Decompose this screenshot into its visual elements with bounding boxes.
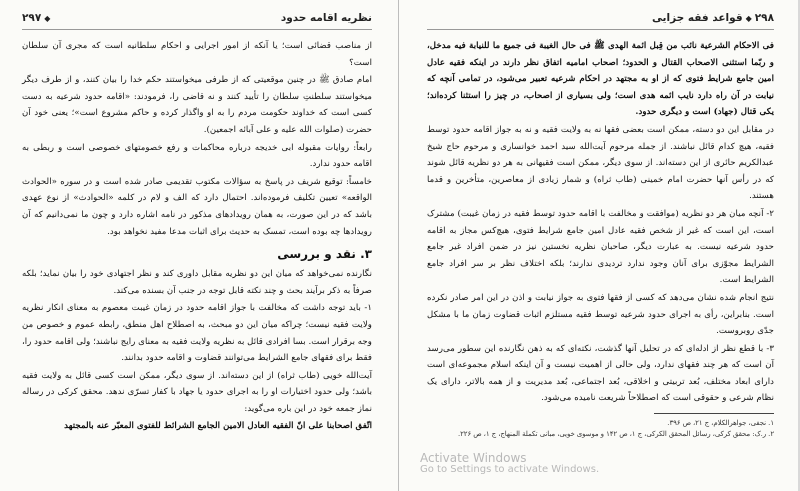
left-paragraph: امام صادق ﷺ در چنین موقعیتی که از طرفی میخواستند حکم خدا را بیان کنند، و از طرف دیگر میخواستند سلطنتِ سلطان را تأیید کنند و نه قاضی را، فرمودند: «اقامه حدود شرعیه به دست کسی است که خداوند حکومت مردم را به او واگذار کرده و حاکم مشروع است»؛ یعنی خود آن حضرت (صلوات الله علیه و علی آبائه اجمعین). [22,75,372,135]
right-paragraph: نتیج انجام شده نشان می‌دهد که کسی از فقها فتوی به جواز نیابت و اذن در این امر صادر نکرده است. بنابراین، رأی به اجرای حدود شرعیه توسط فقیه مستلزم اثبات قضاوت زمان ما با مشکل جدّی روبروست. [427,292,774,337]
section-heading: ۳. نقد و بررسی [277,247,372,262]
watermark-title: Activate Windows [420,451,527,465]
closing-quote: اتّفق اصحابنا علی انّ الفقیه العادل الامین الجامع الشرائط للفتوی المعبّر عنه بالمجتهد [64,421,372,432]
footnote: ۲. ر.ک: محقق کرکی، رسائل المحقق الکرکی، ج ۱، ص ۱۴۲ و موسوی خویی، مبانی تکملة المنهاج، ج ۱، ص ۲۲۶. [457,429,774,438]
footnote: ۱. نجفی، جواهرالکلام، ج ۲۱، ص ۳۹۶. [667,419,774,428]
footnote-divider [654,413,774,414]
section-paragraph: آیت‌الله خویی (طاب ثراه) از این دسته‌اند. از سوی دیگر، ممکن است کسی قائل به ولایت فقیه باشد؛ ولی حدود اختیارات او را به اجرای حدود یا جهاد با کفار تسرّی ندهد. محقق کرکی در رساله نماز جمعه خود در این باره می‌گوید: [22,370,372,414]
diamond-icon: ◆ [745,13,752,23]
left-paragraph: رابعاً: روایات مقبوله ابی خدیجه درباره محاکمات و رفع خصومتهای خصوصی است و ربطی به اقامه حدود ندارد. [22,142,372,170]
right-page-number-group [652,12,774,24]
watermark-subtitle: Go to Settings to activate Windows. [420,464,600,475]
left-paragraph: خامساً: توقیع شریف در پاسخ به سؤالات مکتوب تقدیمی صادر شده است و در سوره «الحوادث الواقعه» تعیین تکلیف فرموده‌اند. احتمال دارد که الف و لام در کلمه «الحوادث» از نوع عهدی باشد که در این صورت، به همان رویدادهای مذکور در نامه اشاره دارد و چون ما نمی‌دانیم که آن رویدادها چه بوده است، تمسک به حدیث برای اثبات مدعا مفید نخواهد بود. [22,176,372,237]
right-header-title: قواعد فقه جزایی [651,12,743,24]
left-header-title: نظریه اقامه حدود [280,12,372,24]
section-paragraph: نگارنده نمی‌خواهد که میان این دو نظریه مقابل داوری کند و نظر اجتهادی خود را بیان نماید؛ بلکه صرفاً به ذکر برآیند بحث و چند نکته قابل توجه در جنب آن بسنده می‌کند. [22,269,372,296]
left-page-number: ۲۹۷ [22,12,42,24]
left-page-number-group [22,12,50,24]
diamond-icon: ◆ [44,13,51,23]
activation-watermark [420,452,599,476]
right-paragraph: ۲- آنچه میان هر دو نظریه (موافقت و مخالفت با اقامه حدود توسط فقیه در زمان غیبت) مشترک است، این است که غیر از شخص فقیه عادل امین جامع شرایط فتوی، هیچ‌کس مجاز به اقامه حدود شرعیه نیست. به عبارت دیگر، صاحبان نظریه نخستین نیز در ضمن افراد غیر جامع الشرایط مجوّزی برای آنان وجود ندارد تردیدی ندارند؛ بلکه اختلاف نظر بر سر افراد جامع الشرایط است. [427,208,774,286]
right-page-header [427,10,774,30]
right-paragraph: فی الاحکام الشرعیة نائب من قِبل ائمة الهدی ﷺ فی حال الغیبة فی جمیع ما للنیابة فیه مدخل، و ربّما استثنی الاصحاب القتال و الحدود؛ اصحاب امامیه اتفاق نظر دارند در اینکه فقیه عادل امین جامع شرایط فتوی که از او به مجتهد در احکام شرعیه تعبیر می‌شود، در تمامی آنچه که نیابت در آن راه دارد نایب ائمه هدی است؛ ولی بسیاری از اصحاب، در چیز را استثنا کرده‌اند؛ یکی قتال (جهاد) است و دیگری حدود. [427,41,774,118]
right-page [399,0,798,491]
section-paragraph: ۱- باید توجه داشت که مخالفت با جواز اقامه حدود در زمان غیبت معصوم به معنای انکار نظریه ولایت فقیه نیست؛ چراکه میان این دو مبحث، به اصطلاح اهل منطق، رابطه عموم و خصوص من وجه برقرار است. بسا افرادی قائل به نظریه ولایت فقیه به معنای رایج نباشند؛ ولی اقامه حدود را، فقط برای فقهای جامع الشرایط می‌توانند قضاوت و اقامه حدود بدانند. [22,303,372,364]
left-page [0,0,399,491]
right-paragraph: در مقابل این دو دسته، ممکن است بعضی فقها نه به ولایت فقیه و نه به جواز اقامه حدود توسط فقیه، هیچ کدام قائل نباشند. از جمله مرحوم آیت‌الله سید احمد خوانساری و مرحوم حاج شیخ عبدالکریم حائری از این دسته‌اند. از سوی دیگر، ممکن است فقیهانی به هر دو نظریه قائل شوند که در رأس آنها حضرت امام خمینی (طاب ثراه) و شمار زیادی از معاصرین، متأخرین و قدما هستند. [427,124,774,202]
right-paragraph: ۳- با قطع نظر از ادله‌ای که در تحلیل آنها گذشت، نکته‌ای که به ذهن نگارنده این سطور می‌رسد آن است که هر چند فقهای ندارد، ولی حالی از اهمیت نیست و آن اینکه اسلام مجموعه‌ای است دارای ابعاد مختلف، بُعد تربیتی و اخلاقی، بُعد اجتماعی، بُعد مدیریت و از همه بالاتر، دارای یک نظام شرعی و حقوقی است که اصطلاحاً شریعت نامیده می‌شود. [427,343,774,404]
left-page-header [22,10,372,30]
left-paragraph: از مناصب قضائی است؛ یا آنکه از امور اجرایی و احکام سلطانیه است که مجری آن سلطان است؟ [22,41,372,68]
right-page-number: ۲۹۸ [754,12,774,24]
